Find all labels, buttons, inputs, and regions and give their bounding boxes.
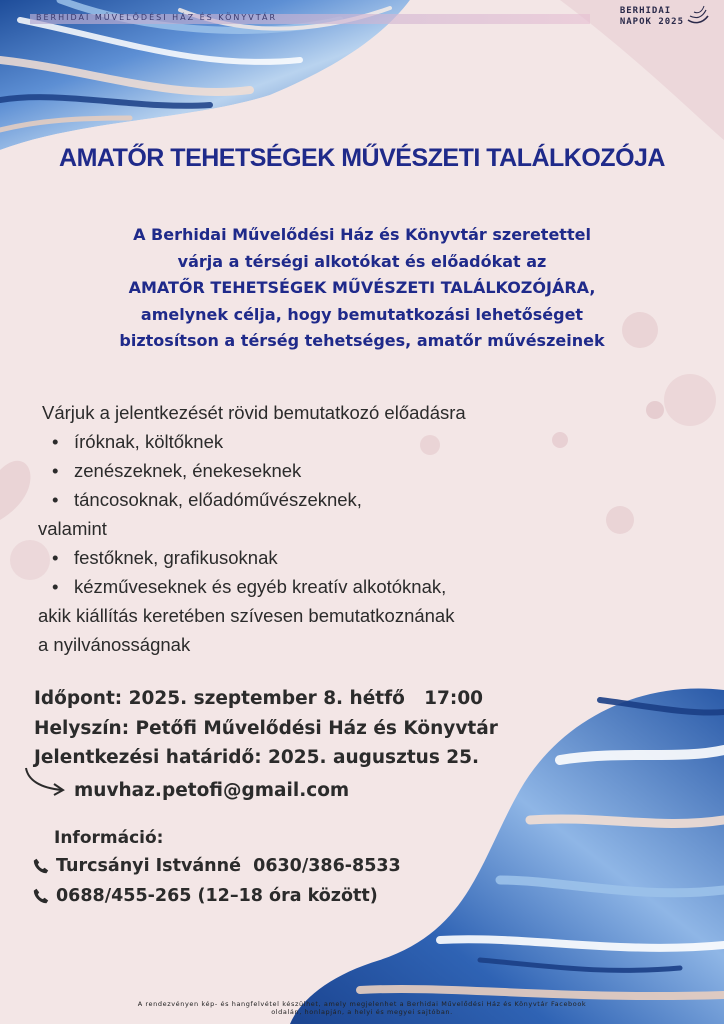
intro-line: várja a térségi alkotókat és előadókat az: [177, 251, 547, 271]
list-item: • kézműveseknek és egyéb kreatív alkotóknak,: [38, 572, 698, 601]
list-item: • zenészeknek, énekeseknek: [38, 456, 698, 485]
brand-line-2: NAPOK 2025: [619, 17, 684, 27]
brand-swoosh-icon: [686, 4, 710, 26]
list-item: • festőknek, grafikusoknak: [38, 543, 698, 572]
footer-line-1: A rendezvényen kép- és hangfelvétel készülhet, amely megjelenhet a Berhidai Művelődési Ház és Könyvtár Facebook: [137, 1000, 587, 1008]
invitation-text: [38, 398, 698, 659]
phone-icon: [30, 857, 52, 875]
intro-line: A Berhidai Művelődési Ház és Könyvtár szeretettel: [133, 225, 591, 244]
brand-line-1: BERHIDAI: [619, 6, 672, 16]
event-time: Időpont: 2025. szeptember 8. hétfő 17:00: [34, 688, 484, 709]
info-heading: Információ:: [54, 828, 164, 848]
page-title: AMATŐR TEHETSÉGEK MŰVÉSZETI TALÁLKOZÓJA: [59, 144, 665, 172]
list-item: • táncosoknak, előadóművészeknek,: [38, 485, 698, 514]
intro-line: biztosítson a térség tehetséges, amatőr művészeinek: [119, 331, 605, 350]
intro-line: AMATŐR TEHETSÉGEK MŰVÉSZETI TALÁLKOZÓJÁRA,: [128, 278, 596, 297]
list-item: • íróknak, költőknek: [38, 427, 698, 456]
connector-text: valamint: [38, 518, 107, 539]
event-place: Helyszín: Petőfi Művelődési Ház és Könyvtár: [34, 717, 498, 739]
contact-line-2: [30, 886, 378, 906]
closing-line: a nyilvánosságnak: [38, 634, 191, 655]
contact-2-text[interactable]: 0688/455-265 (12–18 óra között): [56, 886, 378, 906]
contact-1-text[interactable]: Turcsányi Istvánné 0630/386-8533: [56, 856, 401, 876]
invitation-lead: Várjuk a jelentkezését rövid bemutatkozó előadásra: [42, 402, 466, 423]
closing-line: akik kiállítás keretében szívesen bemutatkoznának: [38, 605, 455, 626]
footer-line-2: oldalán, honlapján, a helyi és megyei sajtóban.: [271, 1008, 453, 1016]
event-details: [34, 684, 498, 773]
brand-logo-text: [620, 6, 684, 28]
footer-disclaimer: [60, 1000, 664, 1016]
application-deadline: Jelentkezési határidő: 2025. augusztus 25.: [34, 747, 480, 768]
intro-line: amelynek célja, hogy bemutatkozási lehetőséget: [140, 304, 584, 324]
phone-icon: [30, 887, 52, 905]
contact-email-link[interactable]: muvhaz.petofi@gmail.com: [74, 780, 350, 801]
intro-paragraph: [60, 222, 664, 355]
header-organization: BERHIDAI MŰVELŐDÉSI HÁZ ÉS KÖNYVTÁR: [36, 13, 278, 22]
arrow-right-icon: [22, 764, 70, 798]
contact-line-1: [30, 856, 401, 876]
